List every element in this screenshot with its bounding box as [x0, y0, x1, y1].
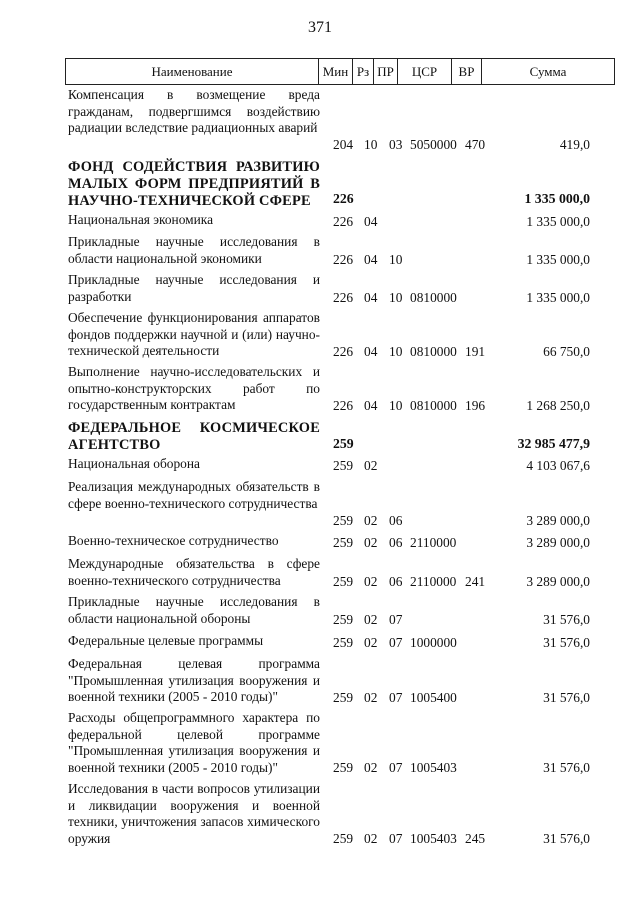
row-min: 259: [333, 634, 354, 650]
row-pr: 10: [389, 343, 403, 359]
row-rz: 02: [364, 759, 378, 775]
row-rz: 04: [364, 251, 378, 267]
row-csr: 2110000: [410, 534, 457, 550]
table-row: [68, 364, 614, 414]
row-rz: 02: [364, 457, 378, 473]
row-rz: 02: [364, 689, 378, 705]
table-row: [68, 594, 614, 628]
row-name: Расходы общепрограммного характера по федеральной целевой программе "Промышленная утилизация вооружения и военной техники (2005 - 2010 годы)": [68, 710, 320, 775]
row-rz: 04: [364, 397, 378, 413]
row-rz: 10: [364, 136, 378, 152]
table-row: [68, 556, 614, 590]
row-sum: 3 289 000,0: [526, 512, 590, 528]
row-pr: 07: [389, 830, 403, 846]
row-pr: 03: [389, 136, 403, 152]
row-rz: 04: [364, 213, 378, 229]
row-vr: 241: [465, 573, 486, 589]
row-min: 226: [333, 251, 354, 267]
table-row: [68, 310, 614, 360]
row-name: ФОНД СОДЕЙСТВИЯ РАЗВИТИЮ МАЛЫХ ФОРМ ПРЕДПРИЯТИЙ В НАУЧНО-ТЕХНИЧЕСКОЙ СФЕРЕ: [68, 159, 320, 209]
row-min: 259: [333, 457, 354, 473]
row-rz: 02: [364, 512, 378, 528]
row-min: 259: [333, 611, 354, 627]
table-row: [68, 420, 614, 452]
row-sum: 1 268 250,0: [526, 397, 590, 413]
row-csr: 1005403: [410, 830, 457, 846]
row-pr: 10: [389, 251, 403, 267]
row-vr: 191: [465, 343, 486, 359]
row-min: 259: [333, 759, 354, 775]
row-name: Международные обязательства в сфере военно-технического сотрудничества: [68, 556, 320, 588]
row-pr: 07: [389, 611, 403, 627]
row-name: ФЕДЕРАЛЬНОЕ КОСМИЧЕСКОЕ АГЕНТСТВО: [68, 420, 320, 453]
row-pr: 06: [389, 534, 403, 550]
table-row: [68, 212, 614, 230]
table-row: [68, 781, 614, 847]
row-vr: 196: [465, 397, 486, 413]
row-min: 226: [333, 213, 354, 229]
row-sum: 32 985 477,9: [517, 435, 590, 451]
table-row: [68, 456, 614, 474]
row-rz: 02: [364, 634, 378, 650]
table-row: [68, 710, 614, 776]
row-name: Обеспечение функционирования аппаратов фондов поддержки научной и (или) научно-технической деятельности: [68, 310, 320, 358]
row-min: 259: [333, 689, 354, 705]
row-csr: 1005403: [410, 759, 457, 775]
row-rz: 02: [364, 573, 378, 589]
row-min: 259: [333, 435, 354, 451]
table-row: [68, 479, 614, 529]
header-min: Мин: [318, 59, 352, 84]
row-name: Федеральные целевые программы: [68, 633, 264, 648]
row-min: 226: [333, 397, 354, 413]
table-row: [68, 159, 614, 207]
row-sum: 31 576,0: [543, 830, 590, 846]
row-sum: 66 750,0: [543, 343, 590, 359]
row-sum: 3 289 000,0: [526, 534, 590, 550]
row-name: Национальная экономика: [68, 212, 214, 227]
row-name: Прикладные научные исследования в области национальной экономики: [68, 234, 320, 266]
row-min: 204: [333, 136, 354, 152]
table-row: [68, 533, 614, 551]
row-csr: 0810000: [410, 343, 457, 359]
table-row: [68, 87, 614, 153]
row-rz: 04: [364, 289, 378, 305]
row-pr: 10: [389, 289, 403, 305]
row-sum: 1 335 000,0: [526, 289, 590, 305]
row-rz: 02: [364, 611, 378, 627]
page-number: 371: [308, 19, 332, 36]
row-min: 226: [333, 289, 354, 305]
row-sum: 31 576,0: [543, 759, 590, 775]
row-rz: 04: [364, 343, 378, 359]
row-vr: 470: [465, 136, 486, 152]
table-row: [68, 272, 614, 306]
row-min: 259: [333, 830, 354, 846]
row-min: 259: [333, 534, 354, 550]
row-pr: 06: [389, 512, 403, 528]
row-min: 226: [333, 343, 354, 359]
row-name: Компенсация в возмещение вреда гражданам, подвергшимся воздействию радиации вследствие радиационных аварий: [68, 87, 320, 135]
row-name: Реализация международных обязательств в сфере военно-технического сотрудничества: [68, 479, 320, 511]
row-sum: 31 576,0: [543, 611, 590, 627]
row-pr: 07: [389, 759, 403, 775]
row-min: 259: [333, 573, 354, 589]
row-sum: 1 335 000,0: [524, 190, 590, 206]
row-sum: 1 335 000,0: [526, 251, 590, 267]
row-csr: 0810000: [410, 289, 457, 305]
row-sum: 31 576,0: [543, 689, 590, 705]
table-header: [65, 58, 615, 85]
header-pr: ПР: [373, 59, 397, 84]
row-name: Прикладные научные исследования в области национальной обороны: [68, 594, 320, 626]
row-sum: 419,0: [559, 136, 590, 152]
header-csr: ЦСР: [397, 59, 451, 84]
row-rz: 02: [364, 534, 378, 550]
row-name: Выполнение научно-исследовательских и опытно-конструкторских работ по государственным контрактам: [68, 364, 320, 412]
row-pr: 07: [389, 634, 403, 650]
row-sum: 3 289 000,0: [526, 573, 590, 589]
table-row: [68, 656, 614, 706]
row-name: Прикладные научные исследования и разработки: [68, 272, 320, 304]
row-min: 259: [333, 512, 354, 528]
row-sum: 1 335 000,0: [526, 213, 590, 229]
row-csr: 1005400: [410, 689, 457, 705]
row-pr: 10: [389, 397, 403, 413]
header-sum: Сумма: [481, 59, 614, 84]
row-vr: 245: [465, 830, 486, 846]
row-csr: 2110000: [410, 573, 457, 589]
header-vr: ВР: [451, 59, 481, 84]
row-csr: 5050000: [410, 136, 457, 152]
row-pr: 06: [389, 573, 403, 589]
row-name: Исследования в части вопросов утилизации и ликвидации вооружения и военной техники, уничтожения запасов химического оружия: [68, 781, 320, 846]
row-rz: 02: [364, 830, 378, 846]
table-row: [68, 234, 614, 268]
row-name: Федеральная целевая программа "Промышленная утилизация вооружения и военной техники (2005 - 2010 годы)": [68, 656, 320, 704]
row-sum: 31 576,0: [543, 634, 590, 650]
table-row: [68, 633, 614, 651]
row-pr: 07: [389, 689, 403, 705]
row-sum: 4 103 067,6: [526, 457, 590, 473]
header-name: Наименование: [151, 63, 233, 79]
row-csr: 1000000: [410, 634, 457, 650]
row-min: 226: [333, 190, 354, 206]
header-rz: Рз: [352, 59, 373, 84]
row-name: Военно-техническое сотрудничество: [68, 533, 279, 548]
row-name: Национальная оборона: [68, 456, 200, 471]
row-csr: 0810000: [410, 397, 457, 413]
